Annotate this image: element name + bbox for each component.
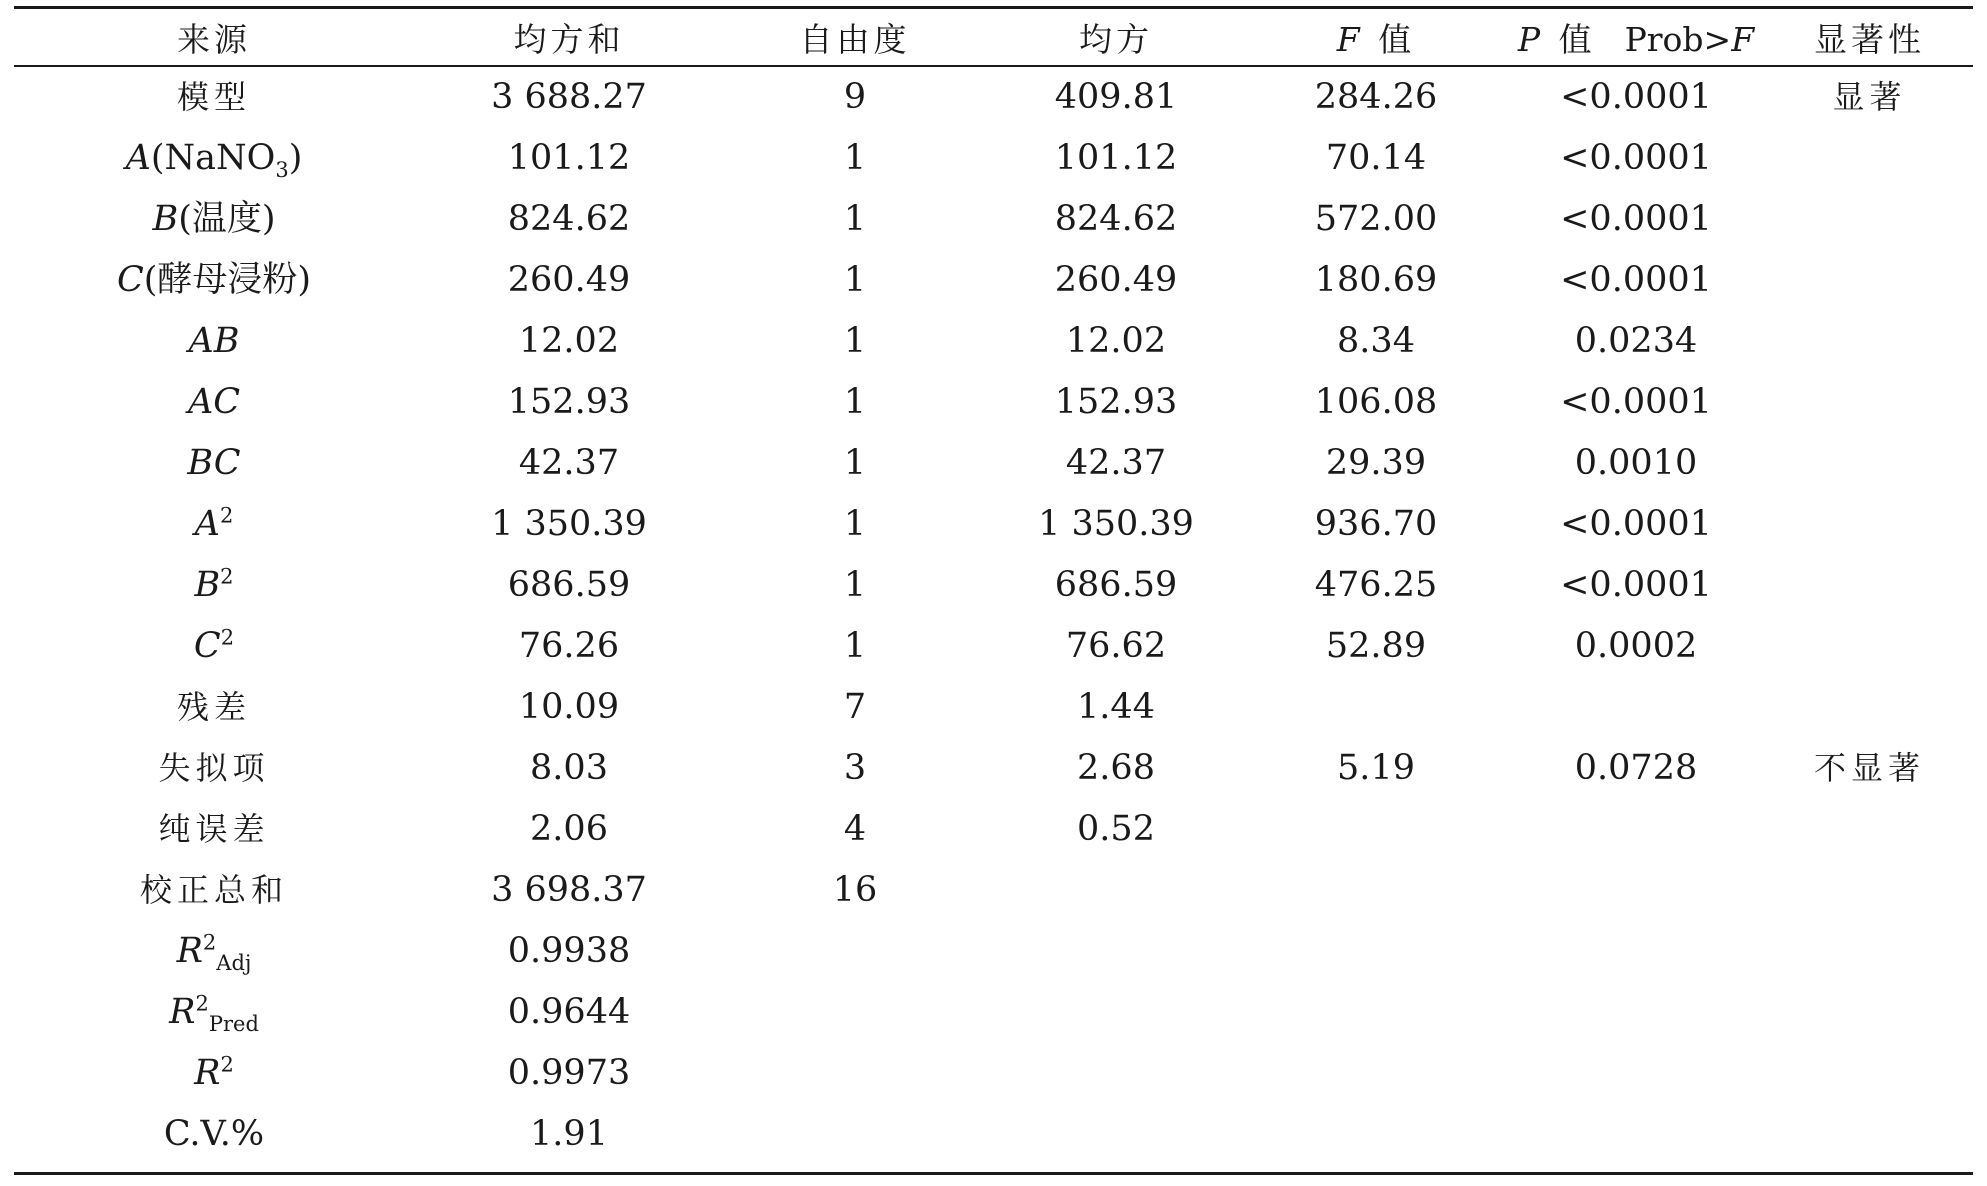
row-sum-of-squares: 2.06 xyxy=(530,809,608,849)
row-mean-square: 76.62 xyxy=(1065,626,1167,666)
row-f-value: 572.00 xyxy=(1314,199,1438,239)
row-df: 1 xyxy=(843,138,867,178)
table-row xyxy=(14,738,1973,799)
header-significance: 显著性 xyxy=(1814,20,1925,59)
table-row xyxy=(14,677,1973,738)
table-row xyxy=(14,189,1973,250)
row-df: 9 xyxy=(843,77,867,117)
row-mean-square: 101.12 xyxy=(1054,138,1178,178)
row-p-value: 0.0002 xyxy=(1574,626,1698,666)
table-row xyxy=(14,250,1973,311)
row-sum-of-squares: 3 698.37 xyxy=(491,870,647,910)
table-row xyxy=(14,921,1973,982)
header-source: 来源 xyxy=(177,20,251,59)
row-f-value xyxy=(1246,982,1506,1043)
table-row xyxy=(14,982,1973,1043)
row-f-value: 106.08 xyxy=(1314,382,1438,422)
row-f-value xyxy=(1246,799,1506,860)
row-sum-of-squares: 101.12 xyxy=(507,138,631,178)
row-significance: 不显著 xyxy=(1813,749,1925,787)
row-source: $A^2$ xyxy=(194,503,234,544)
row-df: 7 xyxy=(843,687,867,727)
row-significance xyxy=(1766,677,1973,738)
row-source: $R^2_{Pred}$ xyxy=(169,991,259,1036)
row-significance xyxy=(1766,1043,1973,1104)
row-sum-of-squares: 8.03 xyxy=(530,748,608,788)
row-source: 校正总和 xyxy=(139,871,288,909)
table-row xyxy=(14,799,1973,860)
row-p-value: <0.0001 xyxy=(1560,382,1712,422)
row-significance xyxy=(1766,189,1973,250)
row-mean-square xyxy=(986,1043,1246,1104)
row-sum-of-squares: 12.02 xyxy=(518,321,620,361)
row-significance xyxy=(1766,311,1973,372)
row-f-value: 936.70 xyxy=(1314,504,1438,544)
row-mean-square: 686.59 xyxy=(1054,565,1178,605)
row-f-value xyxy=(1246,1043,1506,1104)
row-p-value: 0.0728 xyxy=(1574,748,1698,788)
row-p-value: <0.0001 xyxy=(1560,504,1712,544)
row-source: $B^2$ xyxy=(194,564,234,605)
row-mean-square: 152.93 xyxy=(1054,382,1178,422)
row-significance xyxy=(1766,128,1973,189)
row-f-value: 70.14 xyxy=(1325,138,1427,178)
row-f-value: 5.19 xyxy=(1337,748,1415,788)
row-f-value: 29.39 xyxy=(1325,443,1427,483)
row-source: 纯误差 xyxy=(158,810,270,848)
row-source: 模型 xyxy=(176,78,251,116)
row-source: C(酵母浸粉) xyxy=(116,260,312,300)
row-p-value xyxy=(1506,1043,1766,1104)
row-f-value: 284.26 xyxy=(1314,77,1438,117)
row-sum-of-squares: 0.9973 xyxy=(507,1053,631,1093)
row-sum-of-squares: 76.26 xyxy=(518,626,620,666)
row-sum-of-squares: 824.62 xyxy=(507,199,631,239)
row-p-value: <0.0001 xyxy=(1560,199,1712,239)
row-df xyxy=(724,1043,986,1104)
table-row xyxy=(14,67,1973,128)
row-sum-of-squares: 686.59 xyxy=(507,565,631,605)
row-sum-of-squares: 1.91 xyxy=(530,1114,608,1154)
row-df: 1 xyxy=(843,443,867,483)
row-df: 16 xyxy=(832,870,878,910)
row-sum-of-squares: 3 688.27 xyxy=(491,77,647,117)
row-p-value xyxy=(1506,921,1766,982)
table-row xyxy=(14,860,1973,921)
row-significance xyxy=(1766,494,1973,555)
row-significance xyxy=(1766,982,1973,1043)
row-significance xyxy=(1766,799,1973,860)
row-df: 1 xyxy=(843,382,867,422)
row-p-value: 0.0234 xyxy=(1574,321,1698,361)
row-df: 3 xyxy=(843,748,867,788)
row-significance xyxy=(1766,616,1973,677)
table-row xyxy=(14,128,1973,189)
row-mean-square: 0.52 xyxy=(1077,809,1155,849)
header-degrees-of-freedom: 自由度 xyxy=(799,20,911,59)
table-row xyxy=(14,1043,1973,1104)
row-mean-square xyxy=(986,1104,1246,1165)
row-source: B(温度) xyxy=(152,199,276,239)
row-source: A(NaNO$_3$) xyxy=(125,138,303,182)
row-f-value xyxy=(1246,921,1506,982)
table-row xyxy=(14,433,1973,494)
row-df xyxy=(724,982,986,1043)
row-p-value: 0.0010 xyxy=(1574,443,1698,483)
row-source: 失拟项 xyxy=(158,749,270,787)
header-mean-square: 均方 xyxy=(1079,20,1153,59)
row-mean-square: 42.37 xyxy=(1065,443,1167,483)
row-source: $C^2$ xyxy=(193,625,235,666)
row-source: AB xyxy=(188,321,240,361)
row-source: C.V.% xyxy=(163,1114,265,1154)
row-df: 1 xyxy=(843,626,867,666)
row-significance xyxy=(1766,372,1973,433)
row-f-value: 52.89 xyxy=(1325,626,1427,666)
row-df: 1 xyxy=(843,565,867,605)
row-sum-of-squares: 0.9938 xyxy=(507,931,631,971)
header-p-value: P 值 Prob>F xyxy=(1517,20,1755,59)
row-significance xyxy=(1766,250,1973,311)
row-sum-of-squares: 10.09 xyxy=(518,687,620,727)
row-significance xyxy=(1766,555,1973,616)
row-p-value: <0.0001 xyxy=(1560,77,1712,117)
row-source: AC xyxy=(187,382,241,422)
row-p-value xyxy=(1506,1104,1766,1165)
row-df xyxy=(724,1104,986,1165)
table-row xyxy=(14,1104,1973,1165)
row-source: 残差 xyxy=(176,688,251,726)
row-p-value xyxy=(1506,982,1766,1043)
table-row xyxy=(14,372,1973,433)
row-sum-of-squares: 260.49 xyxy=(507,260,631,300)
row-df: 1 xyxy=(843,321,867,361)
header-sum-of-squares: 均方和 xyxy=(513,20,625,59)
row-sum-of-squares: 152.93 xyxy=(507,382,631,422)
table-row xyxy=(14,311,1973,372)
row-df: 4 xyxy=(843,809,867,849)
row-source: $R^2_{Adj}$ xyxy=(176,930,252,975)
row-mean-square: 824.62 xyxy=(1054,199,1178,239)
row-df xyxy=(724,921,986,982)
row-mean-square xyxy=(986,860,1246,921)
row-sum-of-squares: 0.9644 xyxy=(507,992,631,1032)
row-p-value: <0.0001 xyxy=(1560,565,1712,605)
row-mean-square: 2.68 xyxy=(1077,748,1155,788)
row-mean-square: 1.44 xyxy=(1077,687,1155,727)
table-header-row xyxy=(14,9,1973,70)
row-sum-of-squares: 42.37 xyxy=(518,443,620,483)
row-significance xyxy=(1766,921,1973,982)
row-mean-square: 1 350.39 xyxy=(1038,504,1194,544)
row-f-value xyxy=(1246,860,1506,921)
row-f-value: 180.69 xyxy=(1314,260,1438,300)
row-source: BC xyxy=(187,443,241,483)
row-significance xyxy=(1766,860,1973,921)
row-significance xyxy=(1766,433,1973,494)
row-significance xyxy=(1766,1104,1973,1165)
row-p-value: <0.0001 xyxy=(1560,138,1712,178)
table-bottom-rule xyxy=(14,1172,1973,1175)
row-mean-square: 409.81 xyxy=(1054,77,1178,117)
row-p-value: <0.0001 xyxy=(1560,260,1712,300)
table-row xyxy=(14,494,1973,555)
row-p-value xyxy=(1506,677,1766,738)
row-mean-square: 260.49 xyxy=(1054,260,1178,300)
row-sum-of-squares: 1 350.39 xyxy=(491,504,647,544)
table-row xyxy=(14,555,1973,616)
row-p-value xyxy=(1506,799,1766,860)
row-f-value: 8.34 xyxy=(1337,321,1415,361)
row-mean-square: 12.02 xyxy=(1065,321,1167,361)
row-source: $R^2$ xyxy=(194,1052,234,1093)
row-f-value: 476.25 xyxy=(1314,565,1438,605)
row-f-value xyxy=(1246,1104,1506,1165)
row-f-value xyxy=(1246,677,1506,738)
row-df: 1 xyxy=(843,199,867,239)
row-p-value xyxy=(1506,860,1766,921)
table-row xyxy=(14,616,1973,677)
row-significance: 显著 xyxy=(1832,78,1907,116)
row-mean-square xyxy=(986,982,1246,1043)
row-df: 1 xyxy=(843,504,867,544)
row-mean-square xyxy=(986,921,1246,982)
header-f-value: F 值 xyxy=(1336,20,1416,59)
row-df: 1 xyxy=(843,260,867,300)
